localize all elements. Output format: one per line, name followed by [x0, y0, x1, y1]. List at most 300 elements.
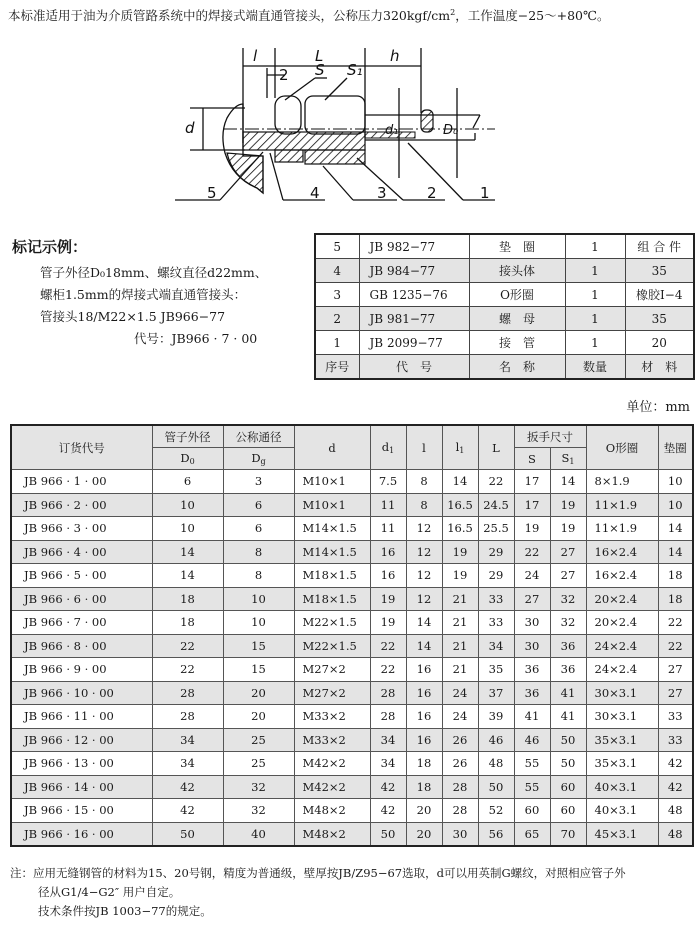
note-line: 技术条件按JB 1003−77的规定。 — [38, 904, 212, 918]
cell-o-ring: 40×3.1 — [586, 799, 658, 823]
cell-d1: 22 — [370, 634, 406, 658]
cell-nominal-bore: 8 — [223, 564, 294, 588]
cell-l1: 21 — [442, 634, 478, 658]
cell-S1: 27 — [550, 564, 586, 588]
callout-2: 2 — [427, 184, 437, 202]
cell-nominal-bore: 10 — [223, 587, 294, 611]
col-washer: 垫圈 — [658, 425, 693, 470]
part-material: 组 合 件 — [625, 234, 694, 259]
cell-S1: 41 — [550, 681, 586, 705]
cell-thread-d: M27×2 — [294, 681, 370, 705]
cell-thread-d: M48×2 — [294, 822, 370, 846]
cell-l: 12 — [406, 564, 442, 588]
intro-main: 本标准适用于油为介质管路系统中的焊接式端直通管接头，公称压力320kgf/cm — [8, 8, 451, 24]
table-row — [11, 822, 693, 846]
cell-nominal-bore: 25 — [223, 752, 294, 776]
cell-tube-od: 18 — [152, 611, 223, 635]
cell-l: 16 — [406, 658, 442, 682]
marking-example-title: 标记示例： — [12, 238, 88, 256]
table-row — [11, 470, 693, 494]
cell-order-code: JB 966 · 10 · 00 — [11, 681, 152, 705]
col-l1 — [442, 425, 478, 470]
cell-tube-od: 28 — [152, 705, 223, 729]
cell-L: 56 — [478, 822, 514, 846]
cell-l1: 28 — [442, 799, 478, 823]
intro-superscript: 2 — [450, 8, 456, 17]
table-row — [11, 493, 693, 517]
dim-S1-label: S₁ — [347, 61, 363, 79]
cell-l1: 30 — [442, 822, 478, 846]
table-row — [11, 705, 693, 729]
header-name: 名 称 — [469, 355, 565, 380]
cell-S1: 60 — [550, 775, 586, 799]
cell-washer: 48 — [658, 799, 693, 823]
parts-row — [315, 259, 694, 283]
cell-washer: 14 — [658, 540, 693, 564]
part-name: 接 管 — [469, 331, 565, 355]
cell-l: 18 — [406, 775, 442, 799]
dimensions-table-body — [11, 470, 693, 847]
cell-d1: 42 — [370, 799, 406, 823]
part-name: 接头体 — [469, 259, 565, 283]
cell-washer: 48 — [658, 822, 693, 846]
part-code: GB 1235−76 — [359, 283, 469, 307]
cell-washer: 42 — [658, 752, 693, 776]
cell-nominal-bore: 15 — [223, 658, 294, 682]
cell-L: 24.5 — [478, 493, 514, 517]
cell-nominal-bore: 32 — [223, 775, 294, 799]
table-row — [11, 564, 693, 588]
cell-nominal-bore: 10 — [223, 611, 294, 635]
sub: 1 — [569, 457, 575, 466]
col-d1 — [370, 425, 406, 470]
note-line: 径从G1/4−G2″ 用户自定。 — [38, 885, 181, 899]
cell-tube-od: 10 — [152, 517, 223, 541]
part-qty: 1 — [565, 283, 625, 307]
cell-order-code: JB 966 · 5 · 00 — [11, 564, 152, 588]
cell-l: 16 — [406, 728, 442, 752]
cell-tube-od: 22 — [152, 634, 223, 658]
example-code-line: 代号：JB966 · 7 · 00 — [134, 331, 258, 346]
cell-tube-od: 34 — [152, 752, 223, 776]
cell-o-ring: 40×3.1 — [586, 775, 658, 799]
cell-l: 12 — [406, 587, 442, 611]
cell-tube-od: 14 — [152, 564, 223, 588]
cell-d1: 11 — [370, 517, 406, 541]
cell-tube-od: 42 — [152, 775, 223, 799]
cell-l: 12 — [406, 517, 442, 541]
cell-nominal-bore: 40 — [223, 822, 294, 846]
cell-o-ring: 11×1.9 — [586, 493, 658, 517]
cell-S: 65 — [514, 822, 550, 846]
cell-nominal-bore: 3 — [223, 470, 294, 494]
cell-l1: 14 — [442, 470, 478, 494]
table-row — [11, 681, 693, 705]
dim-D0-label: D₀ — [443, 123, 459, 138]
cell-tube-od: 14 — [152, 540, 223, 564]
fitting-assembly-drawing — [175, 28, 515, 218]
cell-l1: 19 — [442, 540, 478, 564]
cell-l1: 24 — [442, 681, 478, 705]
cell-l: 18 — [406, 752, 442, 776]
cell-l1: 16.5 — [442, 493, 478, 517]
cell-thread-d: M33×2 — [294, 705, 370, 729]
cell-S: 55 — [514, 752, 550, 776]
cell-S1: 19 — [550, 493, 586, 517]
table-row — [11, 611, 693, 635]
cell-nominal-bore: 6 — [223, 493, 294, 517]
cell-L: 34 — [478, 634, 514, 658]
part-no: 2 — [315, 307, 359, 331]
cell-l1: 24 — [442, 705, 478, 729]
cell-order-code: JB 966 · 13 · 00 — [11, 752, 152, 776]
cell-S1: 50 — [550, 728, 586, 752]
cell-thread-d: M22×1.5 — [294, 611, 370, 635]
cell-l: 14 — [406, 634, 442, 658]
cell-thread-d: M18×1.5 — [294, 564, 370, 588]
cell-l1: 26 — [442, 752, 478, 776]
cell-l: 8 — [406, 470, 442, 494]
cell-o-ring: 35×3.1 — [586, 752, 658, 776]
cell-l1: 21 — [442, 611, 478, 635]
cell-thread-d: M10×1 — [294, 493, 370, 517]
cell-L: 22 — [478, 470, 514, 494]
cell-thread-d: M18×1.5 — [294, 587, 370, 611]
parts-row — [315, 283, 694, 307]
col-d1-sub: 1 — [389, 446, 395, 455]
cell-d1: 11 — [370, 493, 406, 517]
cell-washer: 33 — [658, 705, 693, 729]
dimensions-table — [10, 424, 694, 847]
cell-S: 22 — [514, 540, 550, 564]
callout-1: 1 — [480, 184, 490, 202]
table-row — [11, 540, 693, 564]
cell-S: 46 — [514, 728, 550, 752]
part-code: JB 981−77 — [359, 307, 469, 331]
part-qty: 1 — [565, 331, 625, 355]
cell-l1: 28 — [442, 775, 478, 799]
example-line: 管子外径D₀18mm、螺纹直径d22mm、 — [40, 265, 268, 280]
cell-order-code: JB 966 · 15 · 00 — [11, 799, 152, 823]
cell-S: 19 — [514, 517, 550, 541]
cell-tube-od: 50 — [152, 822, 223, 846]
cell-washer: 22 — [658, 611, 693, 635]
cell-l1: 21 — [442, 587, 478, 611]
cell-L: 33 — [478, 587, 514, 611]
cell-order-code: JB 966 · 12 · 00 — [11, 728, 152, 752]
cell-L: 29 — [478, 540, 514, 564]
part-name: 垫 圈 — [469, 234, 565, 259]
cell-washer: 14 — [658, 517, 693, 541]
cell-S: 17 — [514, 493, 550, 517]
cell-L: 52 — [478, 799, 514, 823]
table-row — [11, 752, 693, 776]
cell-o-ring: 8×1.9 — [586, 470, 658, 494]
cell-l: 14 — [406, 611, 442, 635]
cell-S1: 36 — [550, 658, 586, 682]
col-L: L — [478, 425, 514, 470]
col-S: S — [514, 448, 550, 470]
parts-header-row — [315, 355, 694, 380]
unit-label: 单位：mm — [626, 400, 690, 415]
part-code: JB 984−77 — [359, 259, 469, 283]
table-row — [11, 799, 693, 823]
cell-thread-d: M42×2 — [294, 752, 370, 776]
parts-list-table — [314, 233, 695, 380]
cell-L: 29 — [478, 564, 514, 588]
col-nominal-sym — [223, 448, 294, 470]
cell-l: 20 — [406, 822, 442, 846]
part-no: 3 — [315, 283, 359, 307]
cell-d1: 50 — [370, 822, 406, 846]
cell-S1: 50 — [550, 752, 586, 776]
cell-S1: 19 — [550, 517, 586, 541]
cell-l: 8 — [406, 493, 442, 517]
cell-d1: 16 — [370, 540, 406, 564]
sub: g — [260, 457, 266, 466]
sym: D — [180, 451, 190, 465]
cell-L: 35 — [478, 658, 514, 682]
cell-washer: 18 — [658, 564, 693, 588]
cell-order-code: JB 966 · 3 · 00 — [11, 517, 152, 541]
cell-S: 60 — [514, 799, 550, 823]
cell-tube-od: 22 — [152, 658, 223, 682]
cell-l1: 19 — [442, 564, 478, 588]
col-order-code: 订货代号 — [11, 425, 152, 470]
sym: S — [561, 451, 570, 465]
cell-tube-od: 28 — [152, 681, 223, 705]
cell-washer: 18 — [658, 587, 693, 611]
cell-l: 20 — [406, 799, 442, 823]
cell-order-code: JB 966 · 1 · 00 — [11, 470, 152, 494]
part-qty: 1 — [565, 234, 625, 259]
cell-washer: 27 — [658, 681, 693, 705]
table-row — [11, 728, 693, 752]
cell-S1: 14 — [550, 470, 586, 494]
callout-3: 3 — [377, 184, 387, 202]
col-d1-sym: d — [381, 440, 390, 454]
header-qty: 数量 — [565, 355, 625, 380]
table-row — [11, 517, 693, 541]
cell-order-code: JB 966 · 14 · 00 — [11, 775, 152, 799]
col-l1-sym: l — [455, 440, 460, 454]
cell-washer: 33 — [658, 728, 693, 752]
table-row — [11, 775, 693, 799]
cell-tube-od: 34 — [152, 728, 223, 752]
cell-o-ring: 30×3.1 — [586, 681, 658, 705]
cell-o-ring: 11×1.9 — [586, 517, 658, 541]
dim-2-label: 2 — [279, 66, 289, 84]
cell-o-ring: 20×2.4 — [586, 587, 658, 611]
cell-o-ring: 20×2.4 — [586, 611, 658, 635]
col-oring: O形圈 — [586, 425, 658, 470]
cell-S: 55 — [514, 775, 550, 799]
cell-nominal-bore: 20 — [223, 681, 294, 705]
table-row — [11, 634, 693, 658]
intro-tail: ，工作温度−25～+80℃。 — [455, 8, 610, 24]
cell-o-ring: 24×2.4 — [586, 634, 658, 658]
col-tube-od-sym — [152, 448, 223, 470]
cell-S: 30 — [514, 634, 550, 658]
cell-l1: 16.5 — [442, 517, 478, 541]
table-row — [11, 658, 693, 682]
cell-S1: 32 — [550, 587, 586, 611]
cell-d1: 34 — [370, 728, 406, 752]
part-no: 4 — [315, 259, 359, 283]
sym: D — [251, 451, 261, 465]
cell-d1: 34 — [370, 752, 406, 776]
cell-tube-od: 6 — [152, 470, 223, 494]
cell-d1: 16 — [370, 564, 406, 588]
cell-tube-od: 10 — [152, 493, 223, 517]
cell-order-code: JB 966 · 9 · 00 — [11, 658, 152, 682]
table-row — [11, 587, 693, 611]
cell-order-code: JB 966 · 6 · 00 — [11, 587, 152, 611]
part-material: 20 — [625, 331, 694, 355]
cell-S1: 36 — [550, 634, 586, 658]
cell-washer: 42 — [658, 775, 693, 799]
cell-L: 48 — [478, 752, 514, 776]
dim-d1-label: d₁ — [385, 123, 399, 138]
cell-L: 25.5 — [478, 517, 514, 541]
part-no: 5 — [315, 234, 359, 259]
cell-d1: 19 — [370, 587, 406, 611]
example-line: 螺柜1.5mm的焊接式端直通管接头： — [40, 287, 247, 302]
cell-order-code: JB 966 · 2 · 00 — [11, 493, 152, 517]
cell-L: 37 — [478, 681, 514, 705]
col-wrench: 扳手尺寸 — [514, 425, 586, 448]
cell-nominal-bore: 15 — [223, 634, 294, 658]
parts-row — [315, 234, 694, 259]
cell-washer: 27 — [658, 658, 693, 682]
cell-l1: 21 — [442, 658, 478, 682]
cell-d1: 22 — [370, 658, 406, 682]
cell-thread-d: M42×2 — [294, 775, 370, 799]
cell-S1: 27 — [550, 540, 586, 564]
cell-thread-d: M10×1 — [294, 470, 370, 494]
cell-tube-od: 42 — [152, 799, 223, 823]
header-code: 代 号 — [359, 355, 469, 380]
cell-S: 36 — [514, 658, 550, 682]
cell-thread-d: M33×2 — [294, 728, 370, 752]
part-name: 螺 母 — [469, 307, 565, 331]
part-material: 橡胶I−4 — [625, 283, 694, 307]
cell-o-ring: 35×3.1 — [586, 728, 658, 752]
cell-o-ring: 16×2.4 — [586, 540, 658, 564]
cell-order-code: JB 966 · 16 · 00 — [11, 822, 152, 846]
cell-d1: 19 — [370, 611, 406, 635]
cell-order-code: JB 966 · 11 · 00 — [11, 705, 152, 729]
part-code: JB 2099−77 — [359, 331, 469, 355]
part-qty: 1 — [565, 307, 625, 331]
col-S1 — [550, 448, 586, 470]
cell-o-ring: 16×2.4 — [586, 564, 658, 588]
cell-o-ring: 30×3.1 — [586, 705, 658, 729]
cell-d1: 28 — [370, 681, 406, 705]
cell-thread-d: M14×1.5 — [294, 540, 370, 564]
part-qty: 1 — [565, 259, 625, 283]
cell-S: 36 — [514, 681, 550, 705]
dim-h-label: h — [390, 47, 400, 65]
col-tube-od: 管子外径 — [152, 425, 223, 448]
cell-l1: 26 — [442, 728, 478, 752]
cell-nominal-bore: 20 — [223, 705, 294, 729]
sub: 0 — [189, 457, 195, 466]
intro-text — [8, 4, 698, 25]
header-no: 序号 — [315, 355, 359, 380]
cell-order-code: JB 966 · 4 · 00 — [11, 540, 152, 564]
dim-d-label: d — [185, 119, 195, 137]
callout-5: 5 — [207, 184, 217, 202]
cell-S: 17 — [514, 470, 550, 494]
cell-S1: 60 — [550, 799, 586, 823]
dim-S-label: S — [315, 61, 325, 79]
cell-d1: 42 — [370, 775, 406, 799]
part-material: 35 — [625, 259, 694, 283]
cell-o-ring: 45×3.1 — [586, 822, 658, 846]
cell-L: 50 — [478, 775, 514, 799]
cell-washer: 10 — [658, 470, 693, 494]
cell-S: 41 — [514, 705, 550, 729]
cell-washer: 10 — [658, 493, 693, 517]
col-d: d — [294, 425, 370, 470]
cell-thread-d: M27×2 — [294, 658, 370, 682]
part-name: O形圈 — [469, 283, 565, 307]
cell-l: 16 — [406, 705, 442, 729]
dim-l-label: l — [253, 47, 258, 65]
cell-thread-d: M48×2 — [294, 799, 370, 823]
col-l: l — [406, 425, 442, 470]
part-code: JB 982−77 — [359, 234, 469, 259]
cell-d1: 7.5 — [370, 470, 406, 494]
dim-L-label: L — [315, 47, 324, 65]
cell-l: 12 — [406, 540, 442, 564]
cell-nominal-bore: 32 — [223, 799, 294, 823]
cell-nominal-bore: 25 — [223, 728, 294, 752]
cell-L: 33 — [478, 611, 514, 635]
cell-L: 46 — [478, 728, 514, 752]
cell-S: 24 — [514, 564, 550, 588]
cell-tube-od: 18 — [152, 587, 223, 611]
cell-thread-d: M14×1.5 — [294, 517, 370, 541]
cell-S1: 32 — [550, 611, 586, 635]
cell-S: 27 — [514, 587, 550, 611]
header-material: 材 料 — [625, 355, 694, 380]
parts-row — [315, 331, 694, 355]
parts-row — [315, 307, 694, 331]
cell-order-code: JB 966 · 8 · 00 — [11, 634, 152, 658]
col-nominal: 公称通径 — [223, 425, 294, 448]
cell-S: 30 — [514, 611, 550, 635]
cell-d1: 28 — [370, 705, 406, 729]
note-line: 注：应用无缝钢管的材料为15、20号钢，精度为普通级，壁厚按JB/Z95−67选取，d可以用英制G螺纹，对照相应管子外 — [10, 866, 626, 880]
cell-washer: 22 — [658, 634, 693, 658]
callout-4: 4 — [310, 184, 320, 202]
col-l1-sub: 1 — [459, 446, 465, 455]
cell-order-code: JB 966 · 7 · 00 — [11, 611, 152, 635]
cell-L: 39 — [478, 705, 514, 729]
notes — [10, 864, 626, 921]
marking-example — [40, 262, 267, 350]
cell-S1: 41 — [550, 705, 586, 729]
cell-nominal-bore: 6 — [223, 517, 294, 541]
cell-thread-d: M22×1.5 — [294, 634, 370, 658]
cell-S1: 70 — [550, 822, 586, 846]
example-line: 管接头18/M22×1.5 JB966−77 — [40, 309, 226, 324]
part-material: 35 — [625, 307, 694, 331]
cell-l: 16 — [406, 681, 442, 705]
cell-nominal-bore: 8 — [223, 540, 294, 564]
